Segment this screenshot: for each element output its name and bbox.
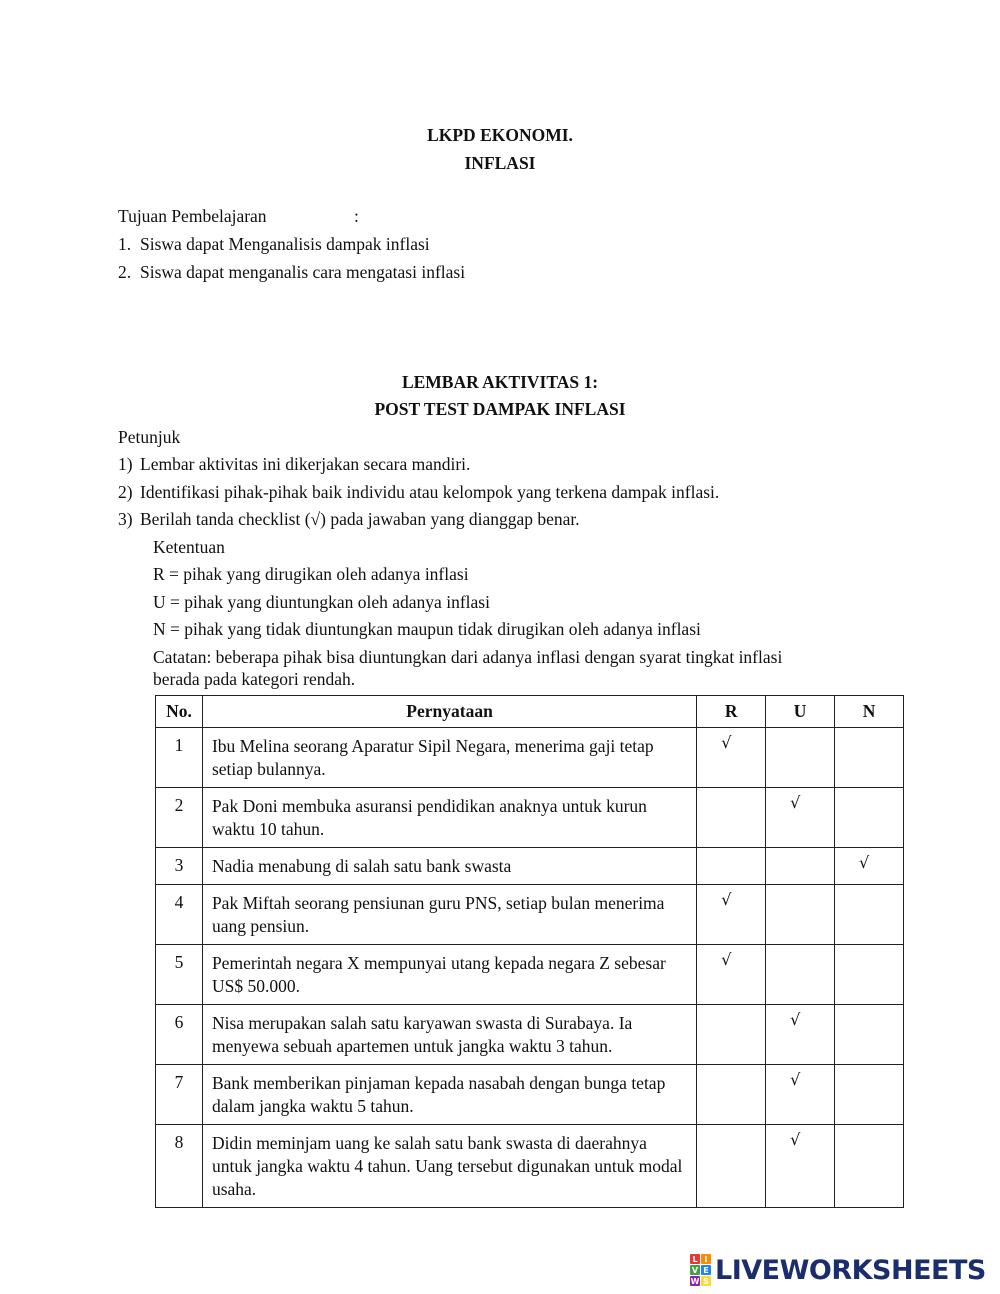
instruction-item: [118, 509, 580, 530]
table-row: [156, 945, 904, 1005]
objectives-label: Tujuan Pembelajaran: [118, 206, 267, 226]
table-row: [156, 788, 904, 848]
answer-cell-n[interactable]: [835, 788, 904, 848]
answer-cell-u[interactable]: [766, 945, 835, 1005]
row-number: 6: [156, 1005, 203, 1065]
logo-block-w: W: [690, 1276, 700, 1286]
answer-cell-u[interactable]: √: [766, 1065, 835, 1125]
answer-cell-u[interactable]: [766, 848, 835, 885]
instructions-label: Petunjuk: [118, 427, 181, 447]
row-number: 1: [156, 728, 203, 788]
answer-cell-r[interactable]: [697, 1005, 766, 1065]
note-line-2: berada pada kategori rendah.: [153, 669, 356, 689]
row-number: 7: [156, 1065, 203, 1125]
answer-cell-r[interactable]: [697, 848, 766, 885]
objective-text: Siswa dapat Menganalisis dampak inflasi: [140, 234, 430, 254]
objective-number: 1.: [118, 234, 132, 254]
objective-text: Siswa dapat menganalis cara mengatasi inflasi: [140, 262, 466, 282]
logo-text: LIVEWORKSHEETS: [715, 1254, 986, 1286]
answer-cell-r[interactable]: √: [697, 945, 766, 1005]
instruction-text: Lembar aktivitas ini dikerjakan secara mandiri.: [140, 454, 471, 474]
instruction-item: [118, 454, 470, 475]
objective-item: [118, 262, 465, 283]
logo-block-v: V: [691, 1265, 699, 1275]
table-row: [156, 848, 904, 885]
row-statement: Bank memberikan pinjaman kepada nasabah dengan bunga tetap dalam jangka waktu 5 tahun.: [202, 1065, 696, 1125]
rule-u: U = pihak yang diuntungkan oleh adanya inflasi: [153, 592, 490, 612]
objectives-colon: :: [354, 206, 359, 226]
table-row: [156, 1125, 904, 1208]
answer-cell-n[interactable]: [835, 945, 904, 1005]
answer-cell-r[interactable]: √: [697, 728, 766, 788]
instruction-item: [118, 482, 719, 503]
answer-cell-n[interactable]: [835, 728, 904, 788]
answer-cell-u[interactable]: [766, 728, 835, 788]
objective-item: [118, 234, 430, 255]
logo-block-i: I: [701, 1254, 711, 1264]
activity-title: LEMBAR AKTIVITAS 1:: [401, 372, 599, 392]
row-statement: Pemerintah negara X mempunyai utang kepada negara Z sebesar US$ 50.000.: [202, 945, 696, 1005]
instruction-text: Identifikasi pihak-pihak baik individu atau kelompok yang terkena dampak inflasi.: [140, 482, 720, 502]
instruction-text: Berilah tanda checklist (√) pada jawaban yang dianggap benar.: [140, 509, 580, 529]
table-row: [156, 1065, 904, 1125]
rule-n: N = pihak yang tidak diuntungkan maupun tidak dirugikan oleh adanya inflasi: [153, 619, 701, 639]
logo-icon: [690, 1254, 711, 1286]
instruction-number: 1): [118, 454, 133, 474]
answer-cell-u[interactable]: √: [766, 1125, 835, 1208]
row-statement: Didin meminjam uang ke salah satu bank swasta di daerahnya untuk jangka waktu 4 tahun. Uang tersebut digunakan untuk modal usaha.: [202, 1125, 696, 1208]
logo-block-e: E: [701, 1265, 711, 1275]
answer-cell-n[interactable]: [835, 1005, 904, 1065]
row-number: 8: [156, 1125, 203, 1208]
row-number: 2: [156, 788, 203, 848]
logo-block-s: S: [701, 1276, 711, 1286]
answer-cell-r[interactable]: [697, 1125, 766, 1208]
header-n: N: [835, 696, 904, 728]
document-subtitle: INFLASI: [464, 153, 536, 173]
answer-cell-r[interactable]: [697, 788, 766, 848]
objective-number: 2.: [118, 262, 132, 282]
rules-label: Ketentuan: [153, 537, 225, 557]
header-u: U: [766, 696, 835, 728]
row-statement: Pak Doni membuka asuransi pendidikan anaknya untuk kurun waktu 10 tahun.: [202, 788, 696, 848]
answer-cell-n[interactable]: [835, 885, 904, 945]
logo-block-l: L: [690, 1254, 700, 1264]
header-r: R: [697, 696, 766, 728]
row-number: 3: [156, 848, 203, 885]
answer-cell-n[interactable]: √: [835, 848, 904, 885]
header-statement: Pernyataan: [202, 696, 696, 728]
table-row: [156, 728, 904, 788]
row-statement: Ibu Melina seorang Aparatur Sipil Negara, menerima gaji tetap setiap bulannya.: [202, 728, 696, 788]
row-number: 5: [156, 945, 203, 1005]
answer-cell-r[interactable]: [697, 1065, 766, 1125]
table-row: [156, 1005, 904, 1065]
table-header-row: [156, 696, 904, 728]
header-no: No.: [156, 696, 203, 728]
row-number: 4: [156, 885, 203, 945]
table-row: [156, 885, 904, 945]
answer-cell-r[interactable]: √: [697, 885, 766, 945]
answer-cell-n[interactable]: [835, 1125, 904, 1208]
answer-cell-u[interactable]: √: [766, 788, 835, 848]
rule-r: R = pihak yang dirugikan oleh adanya inflasi: [153, 564, 469, 584]
row-statement: Nisa merupakan salah satu karyawan swasta di Surabaya. Ia menyewa sebuah apartemen untuk jangka waktu 3 tahun.: [202, 1005, 696, 1065]
answer-cell-u[interactable]: [766, 885, 835, 945]
document-title: LKPD EKONOMI.: [427, 125, 573, 145]
liveworksheets-logo: [690, 1254, 986, 1286]
instruction-number: 2): [118, 482, 133, 502]
row-statement: Nadia menabung di salah satu bank swasta: [202, 848, 696, 885]
answer-cell-u[interactable]: √: [766, 1005, 835, 1065]
row-statement: Pak Miftah seorang pensiunan guru PNS, setiap bulan menerima uang pensiun.: [202, 885, 696, 945]
activity-subtitle: POST TEST DAMPAK INFLASI: [374, 399, 626, 419]
answer-cell-n[interactable]: [835, 1065, 904, 1125]
note-line-1: Catatan: beberapa pihak bisa diuntungkan dari adanya inflasi dengan syarat tingkat inflasi: [153, 647, 783, 667]
instruction-number: 3): [118, 509, 133, 529]
statement-table: [155, 695, 904, 1208]
